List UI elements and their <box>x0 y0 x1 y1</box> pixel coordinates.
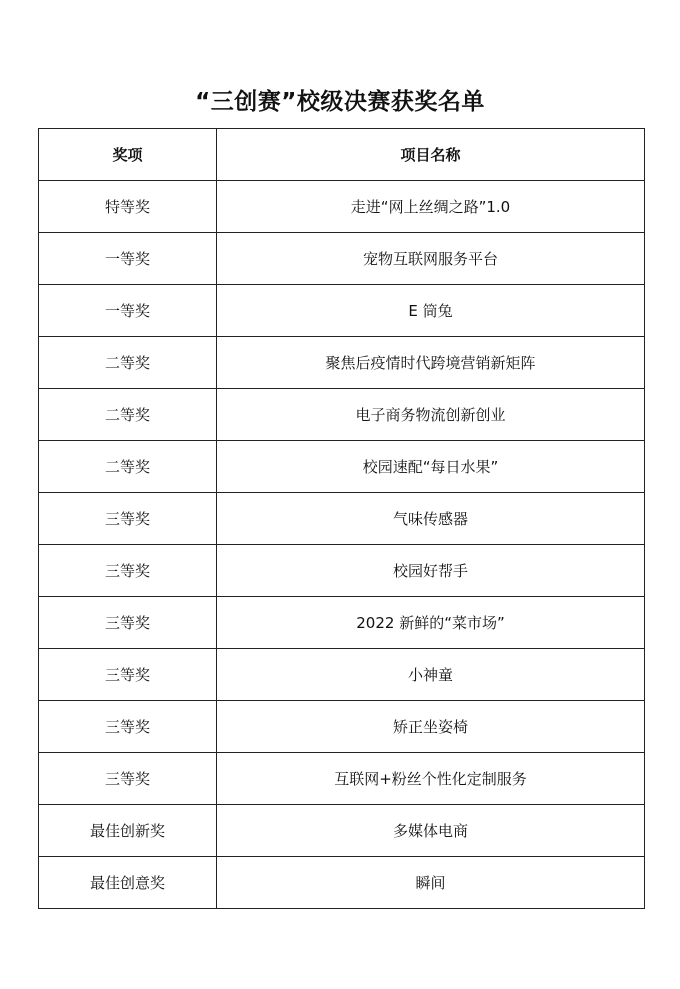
project-cell: 聚焦后疫情时代跨境营销新矩阵 <box>217 337 645 389</box>
awards-table <box>38 128 645 909</box>
page-title: “三创赛”校级决赛获奖名单 <box>195 89 485 115</box>
table-row <box>39 337 645 389</box>
project-cell: 矫正坐姿椅 <box>217 701 645 753</box>
column-header-project: 项目名称 <box>217 129 645 181</box>
table-row <box>39 597 645 649</box>
table-row <box>39 649 645 701</box>
award-cell: 最佳创意奖 <box>39 857 217 909</box>
table-header-row <box>39 129 645 181</box>
award-cell: 二等奖 <box>39 441 217 493</box>
project-cell: 2022 新鲜的“菜市场” <box>217 597 645 649</box>
project-cell: 小神童 <box>217 649 645 701</box>
award-cell: 一等奖 <box>39 233 217 285</box>
project-cell: 多媒体电商 <box>217 805 645 857</box>
project-cell: E 筒兔 <box>217 285 645 337</box>
project-cell: 校园速配“每日水果” <box>217 441 645 493</box>
project-cell: 气味传感器 <box>217 493 645 545</box>
award-cell: 三等奖 <box>39 701 217 753</box>
table-row <box>39 701 645 753</box>
project-cell: 互联网+粉丝个性化定制服务 <box>217 753 645 805</box>
project-cell: 电子商务物流创新创业 <box>217 389 645 441</box>
table-row <box>39 233 645 285</box>
table-row <box>39 441 645 493</box>
project-cell: 校园好帮手 <box>217 545 645 597</box>
award-cell: 三等奖 <box>39 649 217 701</box>
project-cell: 走进“网上丝绸之路”1.0 <box>217 181 645 233</box>
award-cell: 三等奖 <box>39 597 217 649</box>
award-cell: 二等奖 <box>39 337 217 389</box>
project-cell: 瞬间 <box>217 857 645 909</box>
table-row <box>39 493 645 545</box>
table-row <box>39 389 645 441</box>
table-row <box>39 805 645 857</box>
column-header-award: 奖项 <box>39 129 217 181</box>
table-row <box>39 753 645 805</box>
table-row <box>39 181 645 233</box>
award-cell: 三等奖 <box>39 493 217 545</box>
award-cell: 特等奖 <box>39 181 217 233</box>
award-cell: 三等奖 <box>39 753 217 805</box>
table-row <box>39 857 645 909</box>
project-cell: 宠物互联网服务平台 <box>217 233 645 285</box>
award-cell: 二等奖 <box>39 389 217 441</box>
award-cell: 一等奖 <box>39 285 217 337</box>
award-cell: 最佳创新奖 <box>39 805 217 857</box>
table-row <box>39 545 645 597</box>
table-row <box>39 285 645 337</box>
award-cell: 三等奖 <box>39 545 217 597</box>
